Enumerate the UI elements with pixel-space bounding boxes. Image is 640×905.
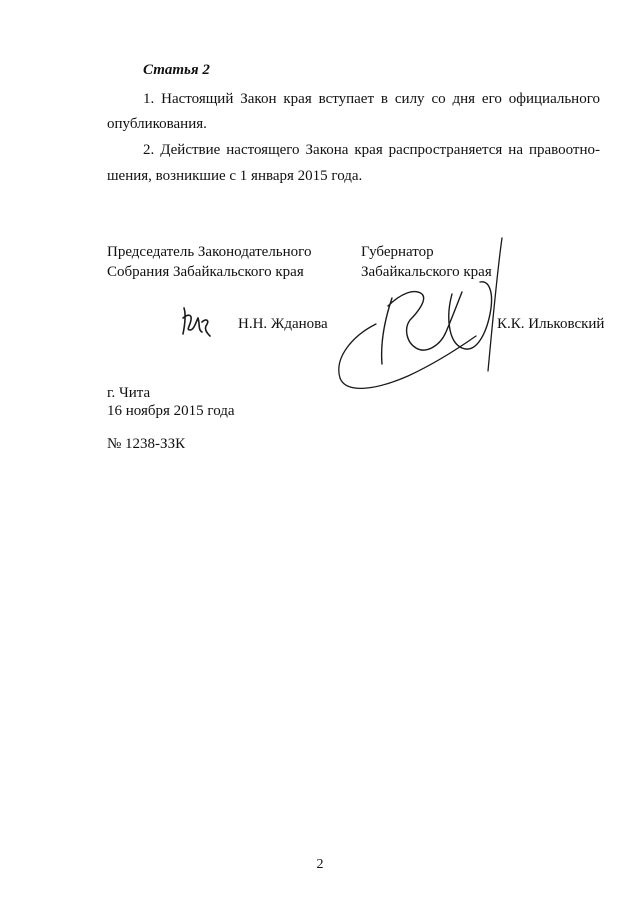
left-signer-title-line-2: Собрания Забайкальского края	[107, 264, 304, 280]
left-signer-name: Н.Н. Жданова	[238, 316, 328, 332]
paragraph-2-line-1: 2. Действие настоящего Закона края распространяется на правоотно-	[143, 142, 600, 158]
signing-date: 16 ноября 2015 года	[107, 403, 235, 419]
law-number: № 1238-ЗЗК	[107, 436, 186, 452]
article-heading: Статья 2	[143, 62, 210, 78]
page-number: 2	[316, 857, 324, 872]
right-signer-name: К.К. Ильковский	[497, 316, 605, 332]
right-signer-title-line-1: Губернатор	[361, 244, 434, 260]
left-signer-title-line-1: Председатель Законодательного	[107, 244, 312, 260]
city: г. Чита	[107, 385, 151, 401]
paragraph-2-line-2: шения, возникшие с 1 января 2015 года.	[107, 168, 363, 184]
right-handwritten-signature	[330, 236, 515, 396]
paragraph-1-line-1: 1. Настоящий Закон края вступает в силу со дня его официального	[143, 91, 600, 107]
left-handwritten-signature	[178, 300, 214, 342]
paragraph-1-line-2: опубликования.	[107, 116, 207, 132]
right-signer-title-line-2: Забайкальского края	[361, 264, 492, 280]
